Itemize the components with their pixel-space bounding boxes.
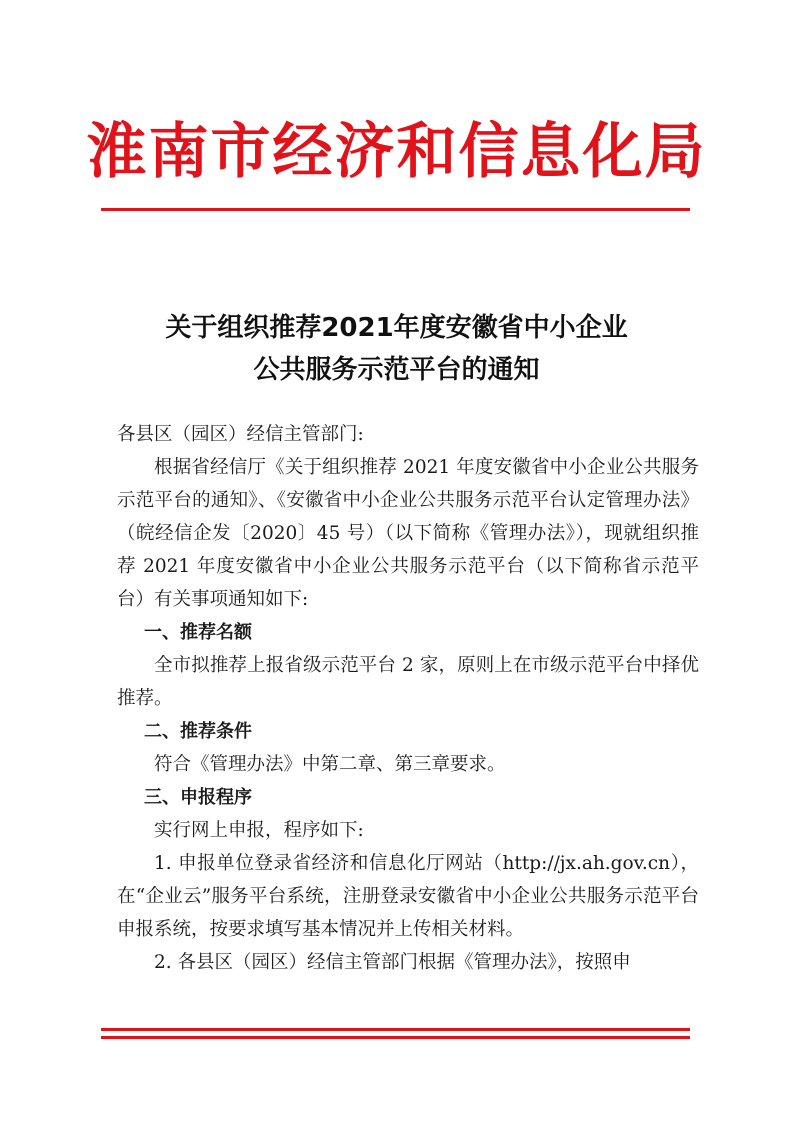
section-conditions-paragraph: 符合《管理办法》中第二章、第三章要求。: [154, 754, 506, 775]
issuing-authority-header: 淮南市经济和信息化局: [86, 117, 707, 187]
section-procedure-paragraph: 实行网上申报，程序如下:: [154, 820, 364, 841]
procedure-step-2: 2. 各县区（园区）经信主管部门根据《管理办法》，按照申: [154, 952, 631, 973]
header-red-rule: [101, 208, 690, 211]
section-heading-procedure: 三、申报程序: [144, 787, 252, 808]
document-title-line-1: 关于组织推荐2021年度安徽省中小企业: [165, 313, 628, 343]
section-heading-conditions: 二、推荐条件: [144, 721, 252, 742]
procedure-step-1: 1. 申报单位登录省经济和信息化厅网站（http://jx.ah.gov.cn），在“企业云”服务平台系统，注册登录安徽省中小企业公共服务示范平台申报系统，按要求填写基本情况并上传相关材料。: [117, 853, 699, 940]
document-body: [117, 418, 699, 979]
footer-red-rule-2: [101, 1036, 690, 1039]
section-heading-quota: 一、推荐名额: [144, 622, 252, 643]
intro-paragraph: 根据省经信厅《关于组织推荐 2021 年度安徽省中小企业公共服务示范平台的通知》、《安徽省中小企业公共服务示范平台认定管理办法》（皖经信企发〔2020〕45 号）（以下简称《管理办法》），现就组织推荐 2021 年度安徽省中小企业公共服务示范平台（以下简称省示范平台）有关事项通知如下:: [117, 457, 699, 610]
document-title-line-2: 公共服务示范平台的通知: [253, 355, 540, 385]
salutation: 各县区（园区）经信主管部门:: [117, 424, 364, 445]
section-quota-paragraph: 全市拟推荐上报省级示范平台 2 家，原则上在市级示范平台中择优推荐。: [117, 655, 699, 709]
footer-red-rule-1: [101, 1028, 690, 1031]
